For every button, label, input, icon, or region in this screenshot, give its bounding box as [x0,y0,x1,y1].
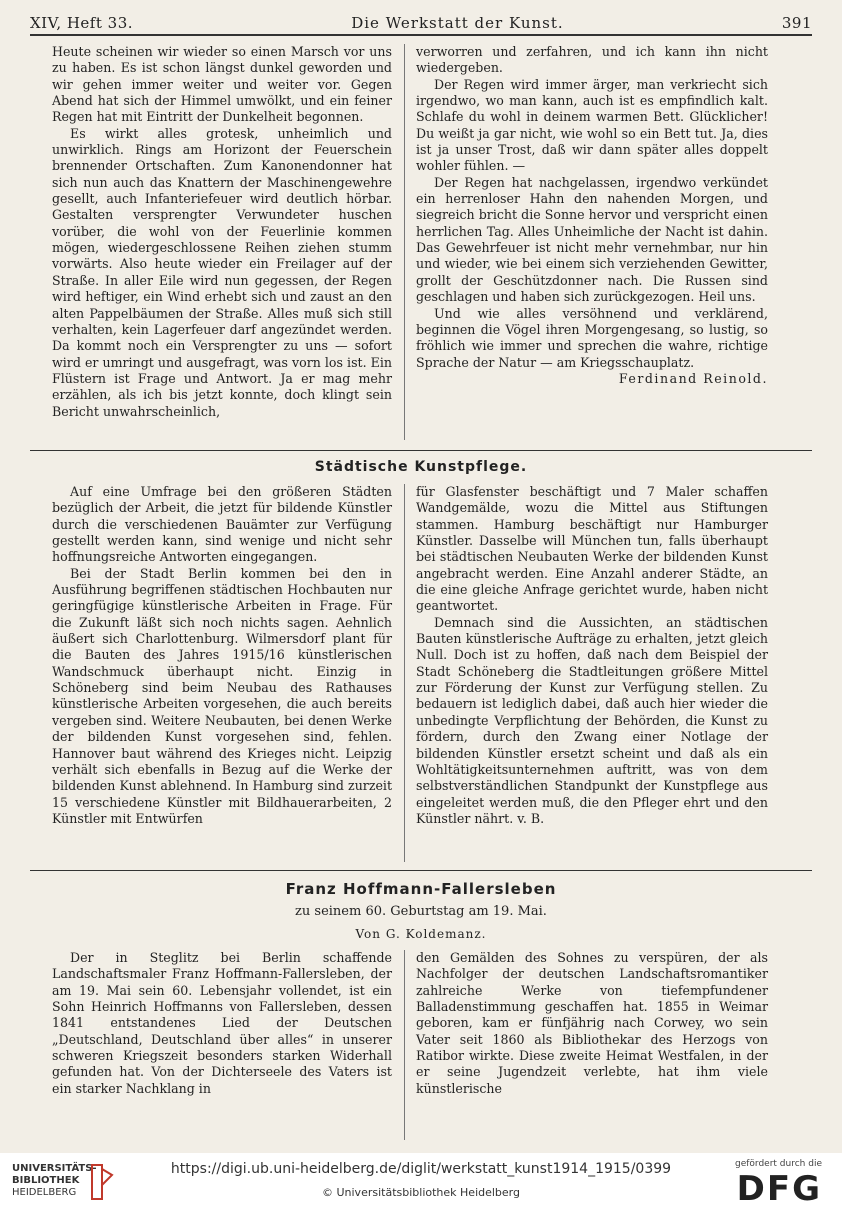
copyright-notice: © Universitätsbibliothek Heidelberg [321,1186,520,1199]
paragraph: Bei der Stadt Berlin kommen bei den in Ausführung begriffenen städtischen Hochbauten nur geringfügige künstlerische Arbeiten in Frage. Für die Zukunft läßt sich noch nichts sagen. Aehnlich äußert sich Charlottenburg. Wilmersdorf plant für die Bauten des Jahres 1915/16 künstlerischen Wandschmuck überhaupt nicht. Einzig in Schöneberg sind beim Neubau des Rathauses künstlerische Arbeiten vorgesehen, die auch bereits vergeben sind. Weitere Neubauten, bei denen Werke der bildenden Kunst vorgesehen sind, fehlen. Hannover baut während des Krieges nicht. Leipzig verhält sich ebenfalls in Bezug auf die Werke der bildenden Kunst ablehnend. In Hamburg sind zurzeit 15 verschiedene Künstler mit Bildhauerarbeiten, 2 Künstler mit Entwürfen [52,565,392,826]
header-rule [30,34,812,36]
section-rule [30,450,812,451]
paragraph: Der Regen wird immer ärger, man verkriecht sich irgendwo, wo man kann, auch ist es empfindlich kalt. Schlafe du wohl in deinem warmen Bett. Glücklicher! Du weißt ja gar nicht, wie wohl so ein Bett tut. Ja, dies ist ja unser Trost, daß wir dann später alles doppelt wohler fühlen. — [416,76,768,174]
article-byline: Von G. Koldemanz. [355,927,487,941]
library-name-line: BIBLIOTHEK [12,1175,80,1186]
paragraph: den Gemälden des Sohnes zu verspüren, der als Nachfolger der deutschen Landschaftsromantiker zahlreiche Werke von tiefempfundener Balladenstimmung geschaffen hat. 1855 in Weimar geboren, kam er fünfjährig nach Corwey, wo sein Vater seit 1860 als Bibliothekar des Herzogs von Ratibor wirkte. Diese zweite Heimat Westfalen, in der er seine Jugendzeit verlebte, hat ihm viele künstlerische [416,950,768,1096]
paragraph: Demnach sind die Aussichten, an städtischen Bauten künstlerische Aufträge zu erhalten, jetzt gleich Null. Doch ist zu hoffen, daß nach dem Beispiel der Stadt Schöneberg die Stadtleitungen größere Mittel zur Förderung der Kunst zur Verfügung stellen. Zu bedauern ist lediglich dabei, daß auch hier wieder die unbedingte Verpflichtung der Behörden, die Kunst zu fördern, durch den Zwang einer Notlage der bildenden Künstler ersetzt scheint und daß als ein Wohltätigkeitsunternehmen auftritt, was von dem selbstverständlichen Standpunkt der Kunstpflege aus eingeleitet werden muß, die den Pfleger ehrt und den Künstler nährt. v. B. [416,614,768,826]
page-url-link[interactable]: https://digi.ub.uni-heidelberg.de/diglit/werkstatt_kunst1914_1915/0399 [170,1161,672,1177]
top-right-column [416,44,768,387]
column-divider [404,484,405,862]
top-left-column [52,44,392,420]
viewer-footer [0,1153,842,1215]
paragraph: Heute scheinen wir wieder so einen Marsch vor uns zu haben. Es ist schon längst dunkel geworden und wir gehen immer weiter und weiter vor. Gegen Abend hat sich der Himmel umwölkt, und ein feiner Regen hat mit Eintritt der Dunkelheit begonnen. [52,44,392,125]
dfg-logo[interactable]: DFG [736,1169,822,1209]
paragraph: Der in Steglitz bei Berlin schaffende Landschaftsmaler Franz Hoffmann-Fallersleben, der am 19. Mai sein 60. Lebensjahr vollendet, ist ein Sohn Heinrich Hoffmanns von Fallersleben, dessen 1841 entstandenes Lied der Deutschen „Deutschland, Deutschland über alles“ in unserer schweren Kriegszeit besonders starken Widerhall gefunden hat. Von der Dichterseele des Vaters ist ein starker Nachklang in [52,950,392,1096]
journal-title: Die Werkstatt der Kunst. [351,14,564,32]
column-divider [404,950,405,1140]
section2-right-column [416,950,768,1097]
paragraph: für Glasfenster beschäftigt und 7 Maler schaffen Wandgemälde, wozu die Mittel aus Stiftungen stammen. Hamburg beschäftigt nur Hamburger Künstler. Dasselbe will München tun, falls überhaupt bei städtischen Neubauten Werke der bildenden Kunst angebracht werden. Eine Anzahl anderer Städte, an die eine gleiche Anfrage gerichtet wurde, haben nicht geantwortet. [416,484,768,614]
section2-left-column [52,950,392,1097]
paragraph: Und wie alles versöhnend und verklärend, beginnen die Vögel ihren Morgengesang, so lustig, so fröhlich wie immer und sprechen die wahre, richtige Sprache der Natur — am Kriegsschauplatz. [416,305,768,370]
paragraph: Auf eine Umfrage bei den größeren Städten bezüglich der Arbeit, die jetzt für bildende Künstler durch die verschiedenen Bauämter zur Verfügung gestellt werden kann, sind wenige und nicht sehr hoffnungsreiche Antworten eingegangen. [52,484,392,565]
issue-label: XIV, Heft 33. [30,14,134,32]
page-number: 391 [781,14,812,32]
paragraph: verworren und zerfahren, und ich kann ihn nicht wiedergeben. [416,44,768,76]
section-rule [30,870,812,871]
paragraph: Der Regen hat nachgelassen, irgendwo verkündet ein herrenloser Hahn den nahenden Morgen, und siegreich bricht die Sonne hervor und verspricht einen herrlichen Tag. Alles Unheimliche der Nacht ist dahin. Das Gewehrfeuer ist nicht mehr vernehmbar, nur hin und wieder, wie bei einem sich verziehenden Gewitter, grollt der Geschützdonner nach. Die Russen sind geschlagen und haben sich zurückgezogen. Heil uns. [416,174,768,305]
page-header [30,6,812,32]
section1-right-column [416,484,768,827]
section-title: Städtische Kunstpflege. [314,459,528,475]
section1-left-column [52,484,392,827]
library-name-line: UNIVERSITÄTS- [12,1163,97,1174]
article-subtitle: zu seinem 60. Geburtstag am 19. Mai. [295,904,547,919]
article-title: Franz Hoffmann-Fallersleben [285,880,557,898]
paragraph: Es wirkt alles grotesk, unheimlich und unwirklich. Rings am Horizont der Feuerschein brennender Ortschaften. Zum Kanonendonner hat sich nun auch das Knattern der Maschinengewehre gesellt, auch Infanteriefeuer wird deutlich hörbar. Gestalten versprengter Verwundeter huschen vorüber, die wohl von der Feuerlinie kommen mögen, wiedergeschlossene Reihen ziehen stumm vorwärts. Also heute wieder ein Freilager auf der Straße. In aller Eile wird nun gegessen, der Regen wird heftiger, ein Wind erhebt sich und zaust an den alten Pappelbäumen der Straße. Alles muß sich still verhalten, kein Lagerfeuer darf angezündet werden. Da kommt noch ein Versprengter zu uns — sofort wird er umringt und ausgefragt, was vorn los ist. Ein Flüstern ist Frage und Antwort. Ja er mag mehr erzählen, als ich bis jetzt konnte, doch klingt sein Bericht unwahrscheinlich, [52,125,392,419]
funding-label: gefördert durch die [735,1159,822,1169]
library-name-line: HEIDELBERG [12,1187,77,1198]
author-signature: Ferdinand Reinold. [618,370,768,386]
column-divider [404,44,405,440]
